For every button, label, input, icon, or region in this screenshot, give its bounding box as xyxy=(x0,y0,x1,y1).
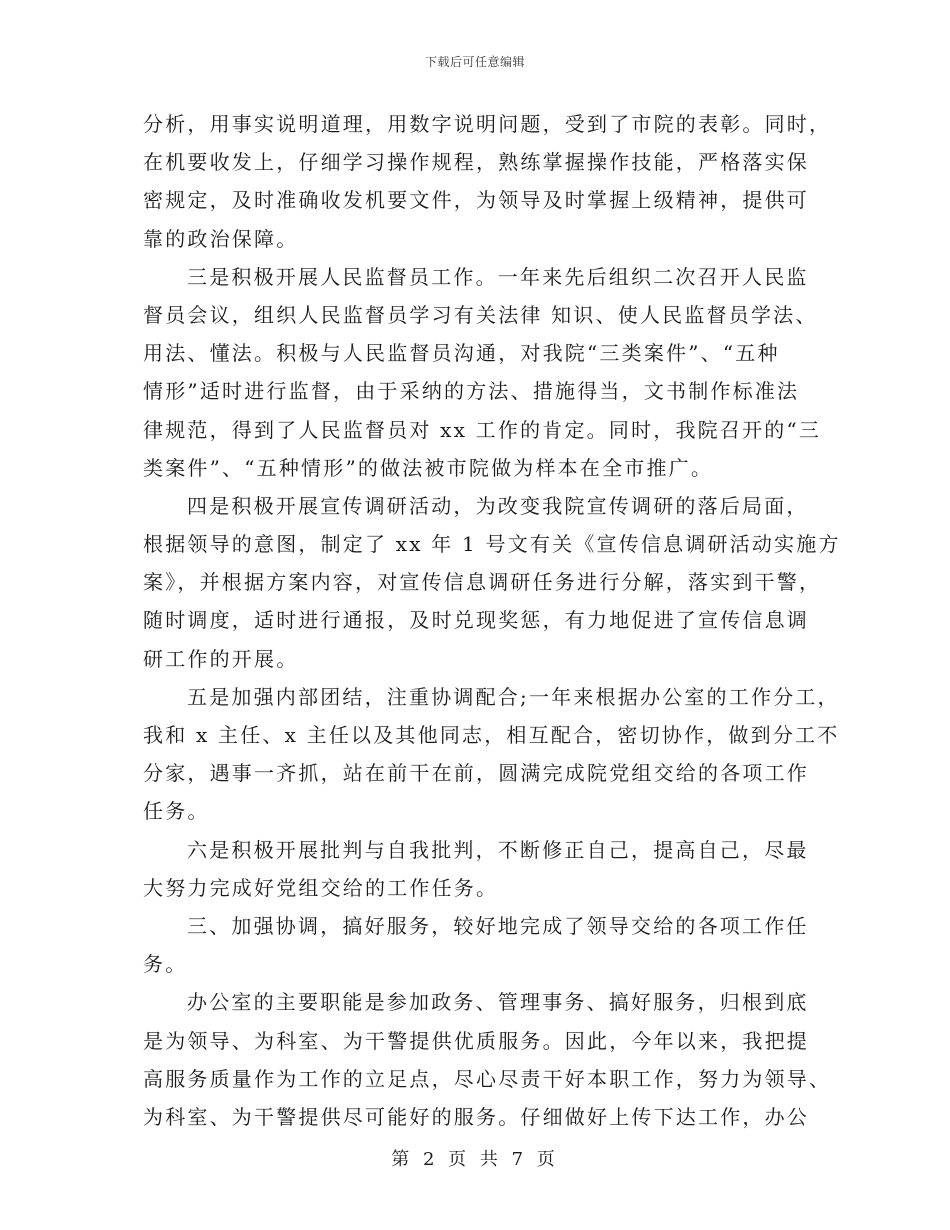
text-line: 情形”适时进行监督，由于采纳的方法、措施得当，文书制作标准法 xyxy=(143,379,800,404)
text-line: 督员会议，组织人民监督员学习有关法律 知识、使人民监督员学法、 xyxy=(143,302,818,327)
text-line: 律规范，得到了人民监督员对 xx 工作的肯定。同时，我院召开的“三 xyxy=(143,417,822,442)
page-number: 第 2 页 共 7 页 xyxy=(391,1149,559,1170)
paragraph-start-line: 六是积极开展批判与自我批判，不断修正自己，提高自己，尽最 xyxy=(187,837,809,862)
text-line: 随时调度，适时进行通报，及时兑现奖惩，有力地促进了宣传信息调 xyxy=(143,608,809,633)
text-line: 根据领导的意图，制定了 xx 年 1 号文有关《宣传信息调研活动实施方 xyxy=(143,532,841,557)
document-body xyxy=(143,105,841,1136)
text-line: 务。 xyxy=(143,952,188,977)
header-note: 下载后可任意编辑 xyxy=(424,55,525,69)
text-line: 用法、懂法。积极与人民监督员沟通，对我院“三类案件”、“五种 xyxy=(143,341,780,366)
text-line: 研工作的开展。 xyxy=(143,646,299,671)
text-line: 我和 x 主任、x 主任以及其他同志，相互配合，密切协作，做到分工不 xyxy=(143,723,840,747)
text-line: 密规定，及时准确收发机要文件，为领导及时掌握上级精神，提供可 xyxy=(143,188,809,213)
text-line: 大努力完成好党组交给的工作任务。 xyxy=(143,875,499,900)
text-line: 为科室、为干警提供尽可能好的服务。仔细做好上传下达工作，办公 xyxy=(143,1104,809,1129)
text-line: 分析，用事实说明道理，用数字说明问题，受到了市院的表彰。同时， xyxy=(143,112,832,136)
paragraph-start-line: 三是积极开展人民监督员工作。一年来先后组织二次召开人民监 xyxy=(187,264,809,289)
text-line: 分家，遇事一齐抓，站在前干在前，圆满完成院党组交给的各项工作 xyxy=(143,761,809,786)
text-line: 案》，并根据方案内容，对宣传信息调研任务进行分解，落实到干警， xyxy=(143,570,822,595)
section-heading-line: 三、加强协调，搞好服务，较好地完成了领导交给的各项工作任 xyxy=(187,913,809,938)
paragraph-start-line: 办公室的主要职能是参加政务、管理事务、搞好服务，归根到底 xyxy=(187,990,809,1015)
text-line: 靠的政治保障。 xyxy=(143,226,299,251)
text-line: 高服务质量作为工作的立足点，尽心尽责干好本职工作，努力为领导、 xyxy=(143,1066,832,1091)
paragraph-start-line: 五是加强内部团结，注重协调配合;一年来根据办公室的工作分工， xyxy=(187,684,840,709)
paragraph-start-line: 四是积极开展宣传调研活动，为改变我院宣传调研的落后局面， xyxy=(187,493,809,518)
text-line: 在机要收发上，仔细学习操作规程，熟练掌握操作技能，严格落实保 xyxy=(143,150,809,175)
text-line: 类案件”、“五种情形”的做法被市院做为样本在全市推广。 xyxy=(143,455,714,480)
text-line: 是为领导、为科室、为干警提供优质服务。因此，今年以来，我把提 xyxy=(143,1028,809,1053)
text-line: 任务。 xyxy=(143,799,210,824)
